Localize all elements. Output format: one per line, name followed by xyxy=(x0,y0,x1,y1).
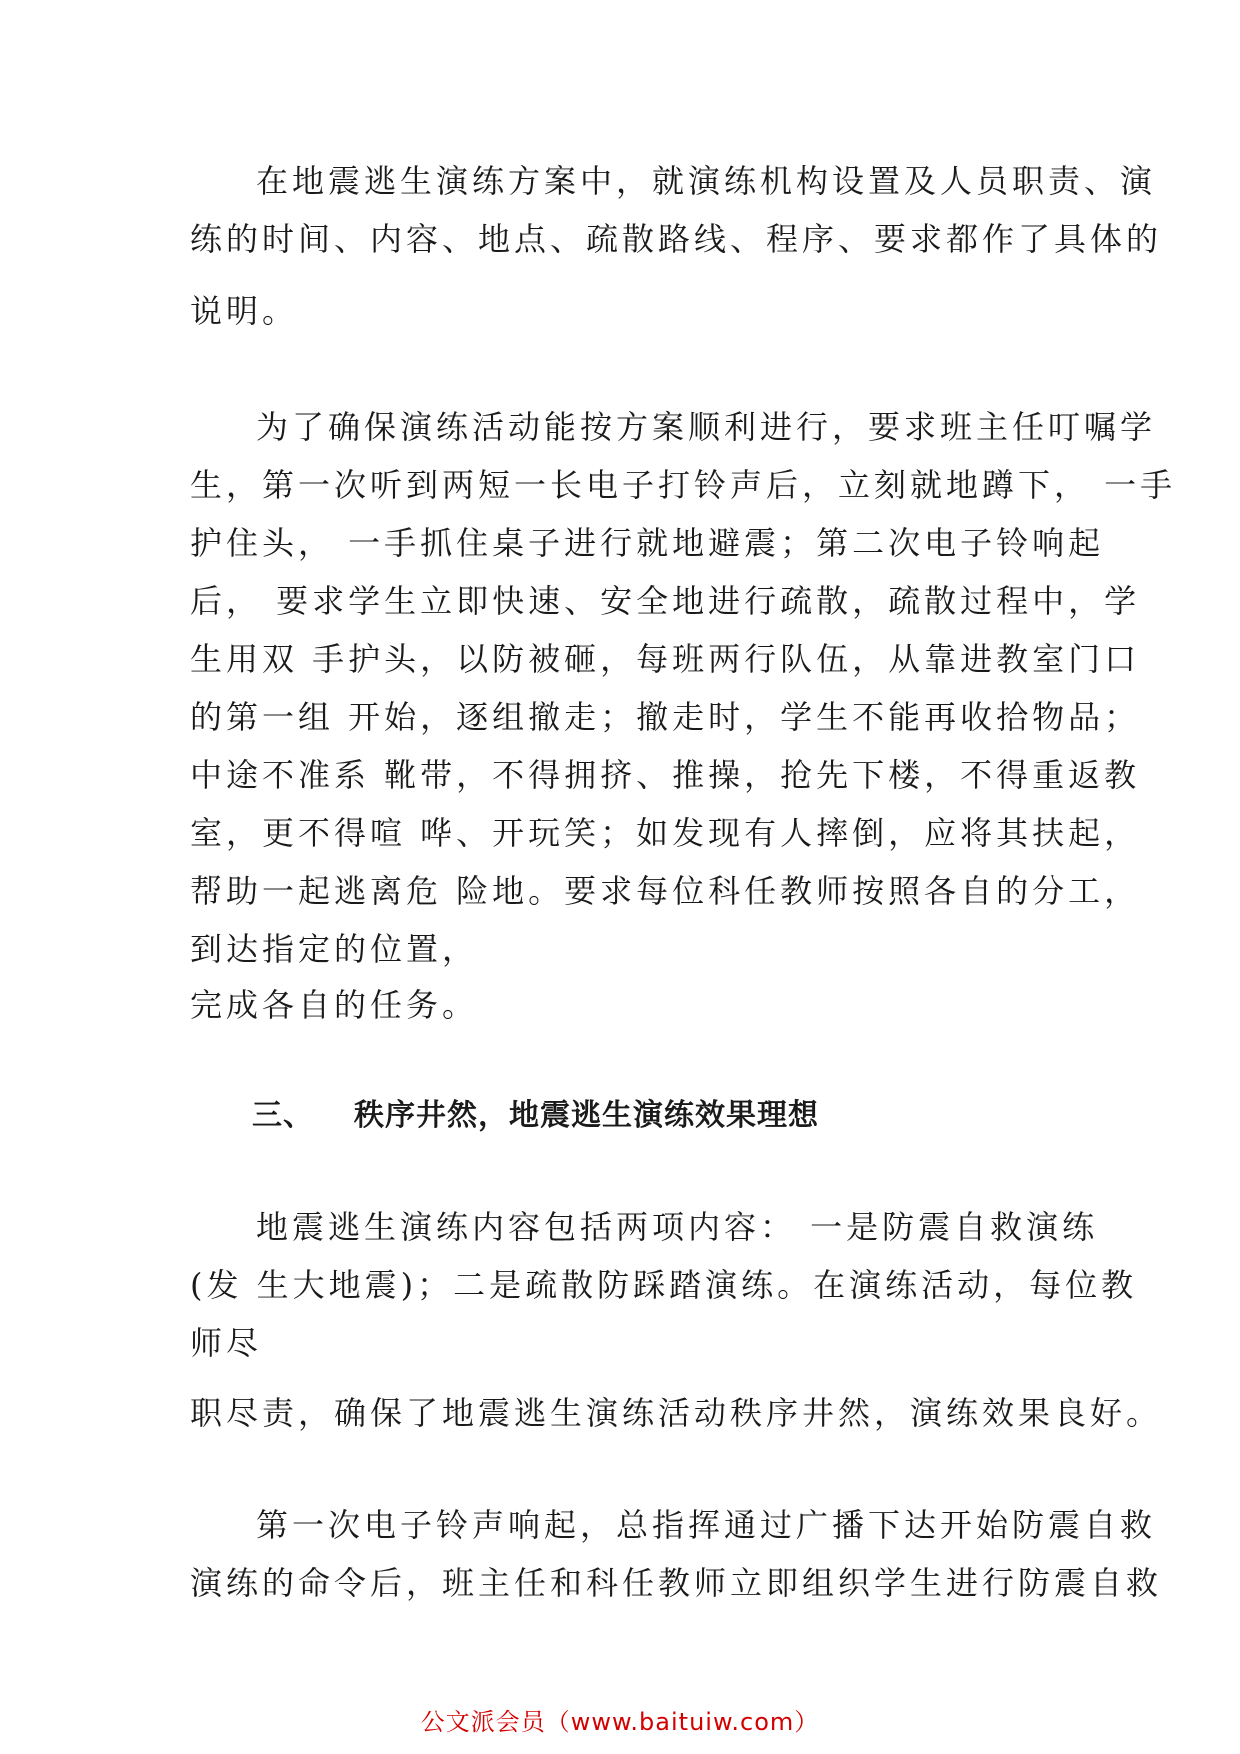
paragraph-line: 的第一组 开始，逐组撤走；撤走时，学生不能再收拾物品； xyxy=(190,698,1141,736)
paragraph-line: 帮助一起逃离危 险地。要求每位科任教师按照各自的分工， xyxy=(190,872,1141,910)
paragraph-line: 说明。 xyxy=(190,292,299,330)
paragraph-drill-content xyxy=(190,1198,1138,1372)
paragraph-line: 完成各自的任务。 xyxy=(190,986,479,1024)
paragraph-line: 在地震逃生演练方案中，就演练机构设置及人员职责、演 xyxy=(256,162,1157,200)
paragraph-line: 到达指定的位置， xyxy=(190,930,479,968)
paragraph-line: 生用双 手护头，以防被砸，每班两行队伍，从靠进教室门口 xyxy=(190,640,1141,678)
paragraph-line: 第一次电子铃声响起，总指挥通过广播下达开始防震自救 xyxy=(256,1506,1157,1544)
paragraph-line: 护住头， 一手抓住桌子进行就地避震；第二次电子铃响起 xyxy=(190,524,1105,562)
section-heading-number: 三、 xyxy=(252,1098,314,1133)
paragraph-complete-tasks xyxy=(190,976,1050,1034)
paragraph-drill-requirements xyxy=(190,398,1177,978)
paragraph-drill-result xyxy=(190,1384,1163,1442)
paragraph-line: 演练的命令后，班主任和科任教师立即组织学生进行防震自救 xyxy=(190,1564,1163,1602)
paragraph-line: 室，更不得喧 哗、开玩笑；如发现有人摔倒，应将其扶起， xyxy=(190,814,1141,852)
paragraph-line: 职尽责，确保了地震逃生演练活动秩序井然，演练效果良好。 xyxy=(190,1394,1163,1432)
paragraph-line: 生，第一次听到两短一长电子打铃声后，立刻就地蹲下， 一手 xyxy=(190,466,1177,504)
paragraph-line: 为了确保演练活动能按方案顺利进行，要求班主任叮嘱学 xyxy=(256,408,1157,446)
paragraph-line: 后， 要求学生立即快速、安全地进行疏散，疏散过程中，学 xyxy=(190,582,1141,620)
paragraph-line: 练的时间、内容、地点、疏散路线、程序、要求都作了具体的 xyxy=(190,220,1163,258)
paragraph-line: 师尽 xyxy=(190,1324,263,1362)
section-heading-text: 秩序井然，地震逃生演练效果理想 xyxy=(354,1098,819,1133)
paragraph-first-bell xyxy=(190,1496,1163,1612)
paragraph-plan-overview xyxy=(190,152,1163,340)
paragraph-line: 地震逃生演练内容包括两项内容： 一是防震自救演练 xyxy=(256,1208,1099,1246)
paragraph-line: 中途不准系 靴带，不得拥挤、推操，抢先下楼，不得重返教 xyxy=(190,756,1141,794)
paragraph-line: (发 生大地震)；二是疏散防踩踏演练。在演练活动，每位教 xyxy=(190,1266,1138,1304)
section-heading xyxy=(252,1090,819,1134)
footer-source-link[interactable]: 公文派会员（www.baituiw.com） xyxy=(420,1708,820,1736)
